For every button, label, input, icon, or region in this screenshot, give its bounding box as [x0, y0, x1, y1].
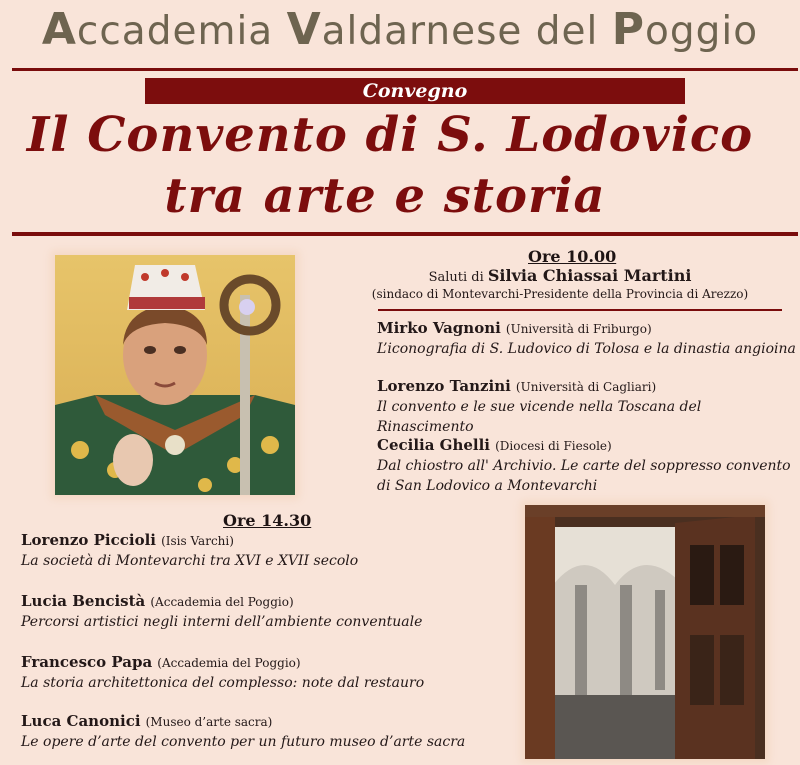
greeting-line: [320, 266, 800, 285]
talk-title: Il convento e le sue vicende nella Toscana del Rinascimento: [377, 399, 702, 435]
speaker-name: Lorenzo Tanzini: [377, 377, 511, 395]
speaker-affiliation: (Accademia del Poggio): [157, 656, 301, 670]
speaker-name: Mirko Vagnoni: [377, 319, 501, 337]
title-initial: A: [41, 4, 77, 55]
event-type-label: Convegno: [362, 80, 468, 102]
talk-title: Dal chiostro all' Archivio. Le carte del soppresso convento di San Lodovico a Montevarchi: [377, 458, 791, 494]
speaker-affiliation: (Museo d’arte sacra): [145, 715, 273, 729]
talk-item: [377, 435, 792, 496]
greeting-role: (sindaco di Montevarchi-Presidente della Provincia di Arezzo): [371, 287, 749, 301]
talk-title: L’iconografia di S. Ludovico di Tolosa e la dinastia angioina: [377, 341, 796, 357]
title-part: ccademia: [76, 9, 287, 54]
speaker-name: Lucia Bencistà: [21, 592, 146, 610]
title-initial: V: [286, 4, 322, 55]
talk-title: Le opere d’arte del convento per un futuro museo d’arte sacra: [21, 734, 466, 750]
speaker-affiliation: (Accademia del Poggio): [150, 595, 294, 609]
speaker-name: Cecilia Ghelli: [377, 436, 491, 454]
title-part: aldarnese del: [321, 9, 612, 54]
talk-title: La storia architettonica del complesso: note dal restauro: [21, 675, 425, 691]
talk-title: Percorsi artistici negli interni dell’ambiente conventuale: [21, 614, 423, 630]
speaker-affiliation: (Isis Varchi): [161, 534, 234, 548]
speaker-name: Francesco Papa: [21, 653, 153, 671]
talk-item: [21, 530, 358, 571]
header-divider: [12, 68, 798, 71]
talk-item: [21, 652, 424, 693]
speaker-affiliation: (Università di Cagliari): [515, 380, 657, 394]
event-title-line1: Il Convento di S. Lodovico: [26, 107, 754, 163]
speaker-name: Lorenzo Piccioli: [21, 531, 156, 549]
morning-time: Ore 10.00: [528, 247, 617, 266]
convent-doorway-photo: [525, 505, 765, 759]
afternoon-time: Ore 14.30: [223, 511, 312, 530]
greeting-prefix: Saluti di: [428, 270, 488, 285]
talk-item: [377, 376, 800, 437]
speaker-affiliation: (Università di Friburgo): [505, 322, 652, 336]
greeting-divider: [378, 309, 782, 311]
talk-item: [21, 711, 465, 752]
talk-item: [377, 318, 796, 359]
greeting-name: Silvia Chiassai Martini: [487, 266, 692, 285]
title-part: oggio: [645, 9, 759, 54]
talk-item: [21, 591, 422, 632]
title-divider: [12, 232, 798, 236]
event-title-line2: tra arte e storia: [164, 168, 606, 224]
header-title: [0, 4, 800, 55]
speaker-affiliation: (Diocesi di Fiesole): [495, 439, 612, 453]
speaker-name: Luca Canonici: [21, 712, 141, 730]
talk-title: La società di Montevarchi tra XVI e XVII secolo: [21, 553, 359, 569]
title-initial: P: [611, 4, 646, 55]
saint-ludovico-painting: [55, 255, 295, 495]
